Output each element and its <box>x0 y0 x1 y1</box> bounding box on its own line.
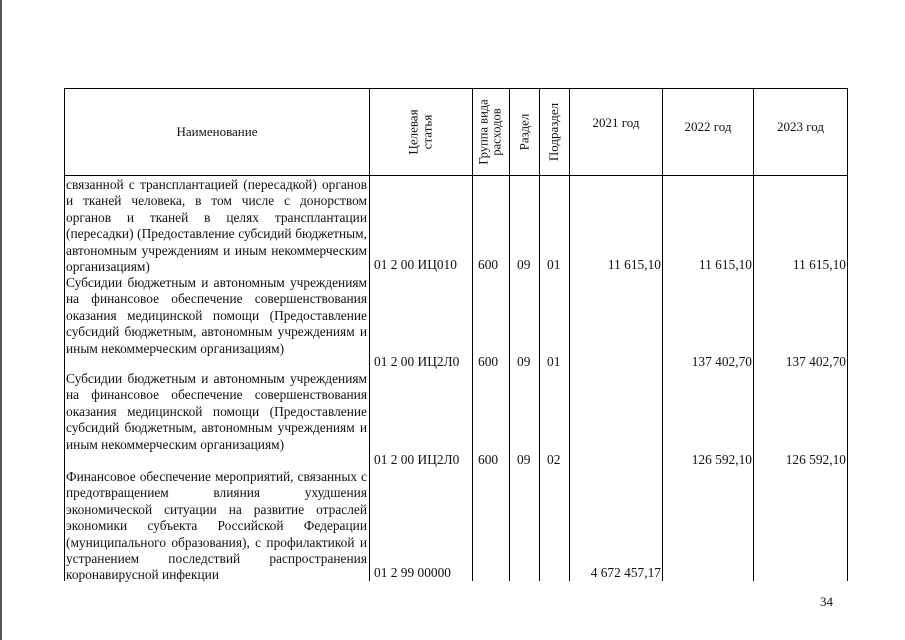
row-subsection: 01 <box>547 354 561 369</box>
row-expense-group: 600 <box>478 452 499 467</box>
page-edge <box>0 0 2 640</box>
row-2023: 137 402,70 <box>785 354 846 369</box>
header-section: Раздел <box>516 113 532 151</box>
header-2023: 2023 год <box>777 119 824 134</box>
row-target-article: 01 2 99 00000 <box>374 565 451 580</box>
header-2021: 2021 год <box>592 115 640 130</box>
header-2022: 2022 год <box>684 119 732 134</box>
header-expense-group: Группа вида расходов <box>477 99 505 165</box>
row-expense-group: 600 <box>478 257 499 272</box>
row-2021: 11 615,10 <box>607 257 661 272</box>
header-subsection: Подраздел <box>546 102 562 162</box>
row-expense-group: 600 <box>478 354 499 369</box>
row-2021: 4 672 457,17 <box>590 565 661 580</box>
row-subsection: 01 <box>547 257 561 272</box>
row-2022: 126 592,10 <box>691 452 752 467</box>
header-bottom-border <box>64 175 848 176</box>
row-section: 09 <box>517 354 531 369</box>
row-name: связанной с трансплантацией (пересадкой) органов и тканей человека, в том числе с донорством органов и тканей в целях трансплантации (пересадки) (Предоставление субсидий бюджетным, автономным учреждениям и иным некоммерческим организациям) <box>66 177 367 275</box>
col-border <box>847 88 848 581</box>
row-target-article: 01 2 00 ИЦ2Л0 <box>374 452 460 467</box>
row-target-article: 01 2 00 ИЦ010 <box>374 257 457 272</box>
budget-table <box>64 88 848 581</box>
page-number: 34 <box>820 594 833 609</box>
row-2023: 11 615,10 <box>792 257 846 272</box>
header-target-article: Целевая статья <box>405 109 435 155</box>
row-name: Субсидии бюджетным и автономным учреждениям на финансовое обеспечение совершенствования оказания медицинской помощи (Предоставление субсидий бюджетным, автономным учреждениям и иным некоммерческим организациям) <box>66 275 367 356</box>
row-name: Финансовое обеспечение мероприятий, связанных с предотвращением влияния ухудшения экономической ситуации на развитие отраслей экономики субъекта Российской Федерации (муниципального образования), с профилактикой и устранением последствий распространения коронавирусной инфекции <box>66 469 367 583</box>
row-2022: 137 402,70 <box>691 354 752 369</box>
row-name: Субсидии бюджетным и автономным учреждениям на финансовое обеспечение совершенствования оказания медицинской помощи (Предоставление субсидий бюджетным, автономным учреждениям и иным некоммерческим организациям) <box>66 371 367 452</box>
header-name: Наименование <box>176 124 258 139</box>
row-2022: 11 615,10 <box>698 257 752 272</box>
row-2023: 126 592,10 <box>785 452 846 467</box>
row-subsection: 02 <box>547 452 561 467</box>
row-section: 09 <box>517 452 531 467</box>
row-section: 09 <box>517 257 531 272</box>
row-target-article: 01 2 00 ИЦ2Л0 <box>374 354 460 369</box>
